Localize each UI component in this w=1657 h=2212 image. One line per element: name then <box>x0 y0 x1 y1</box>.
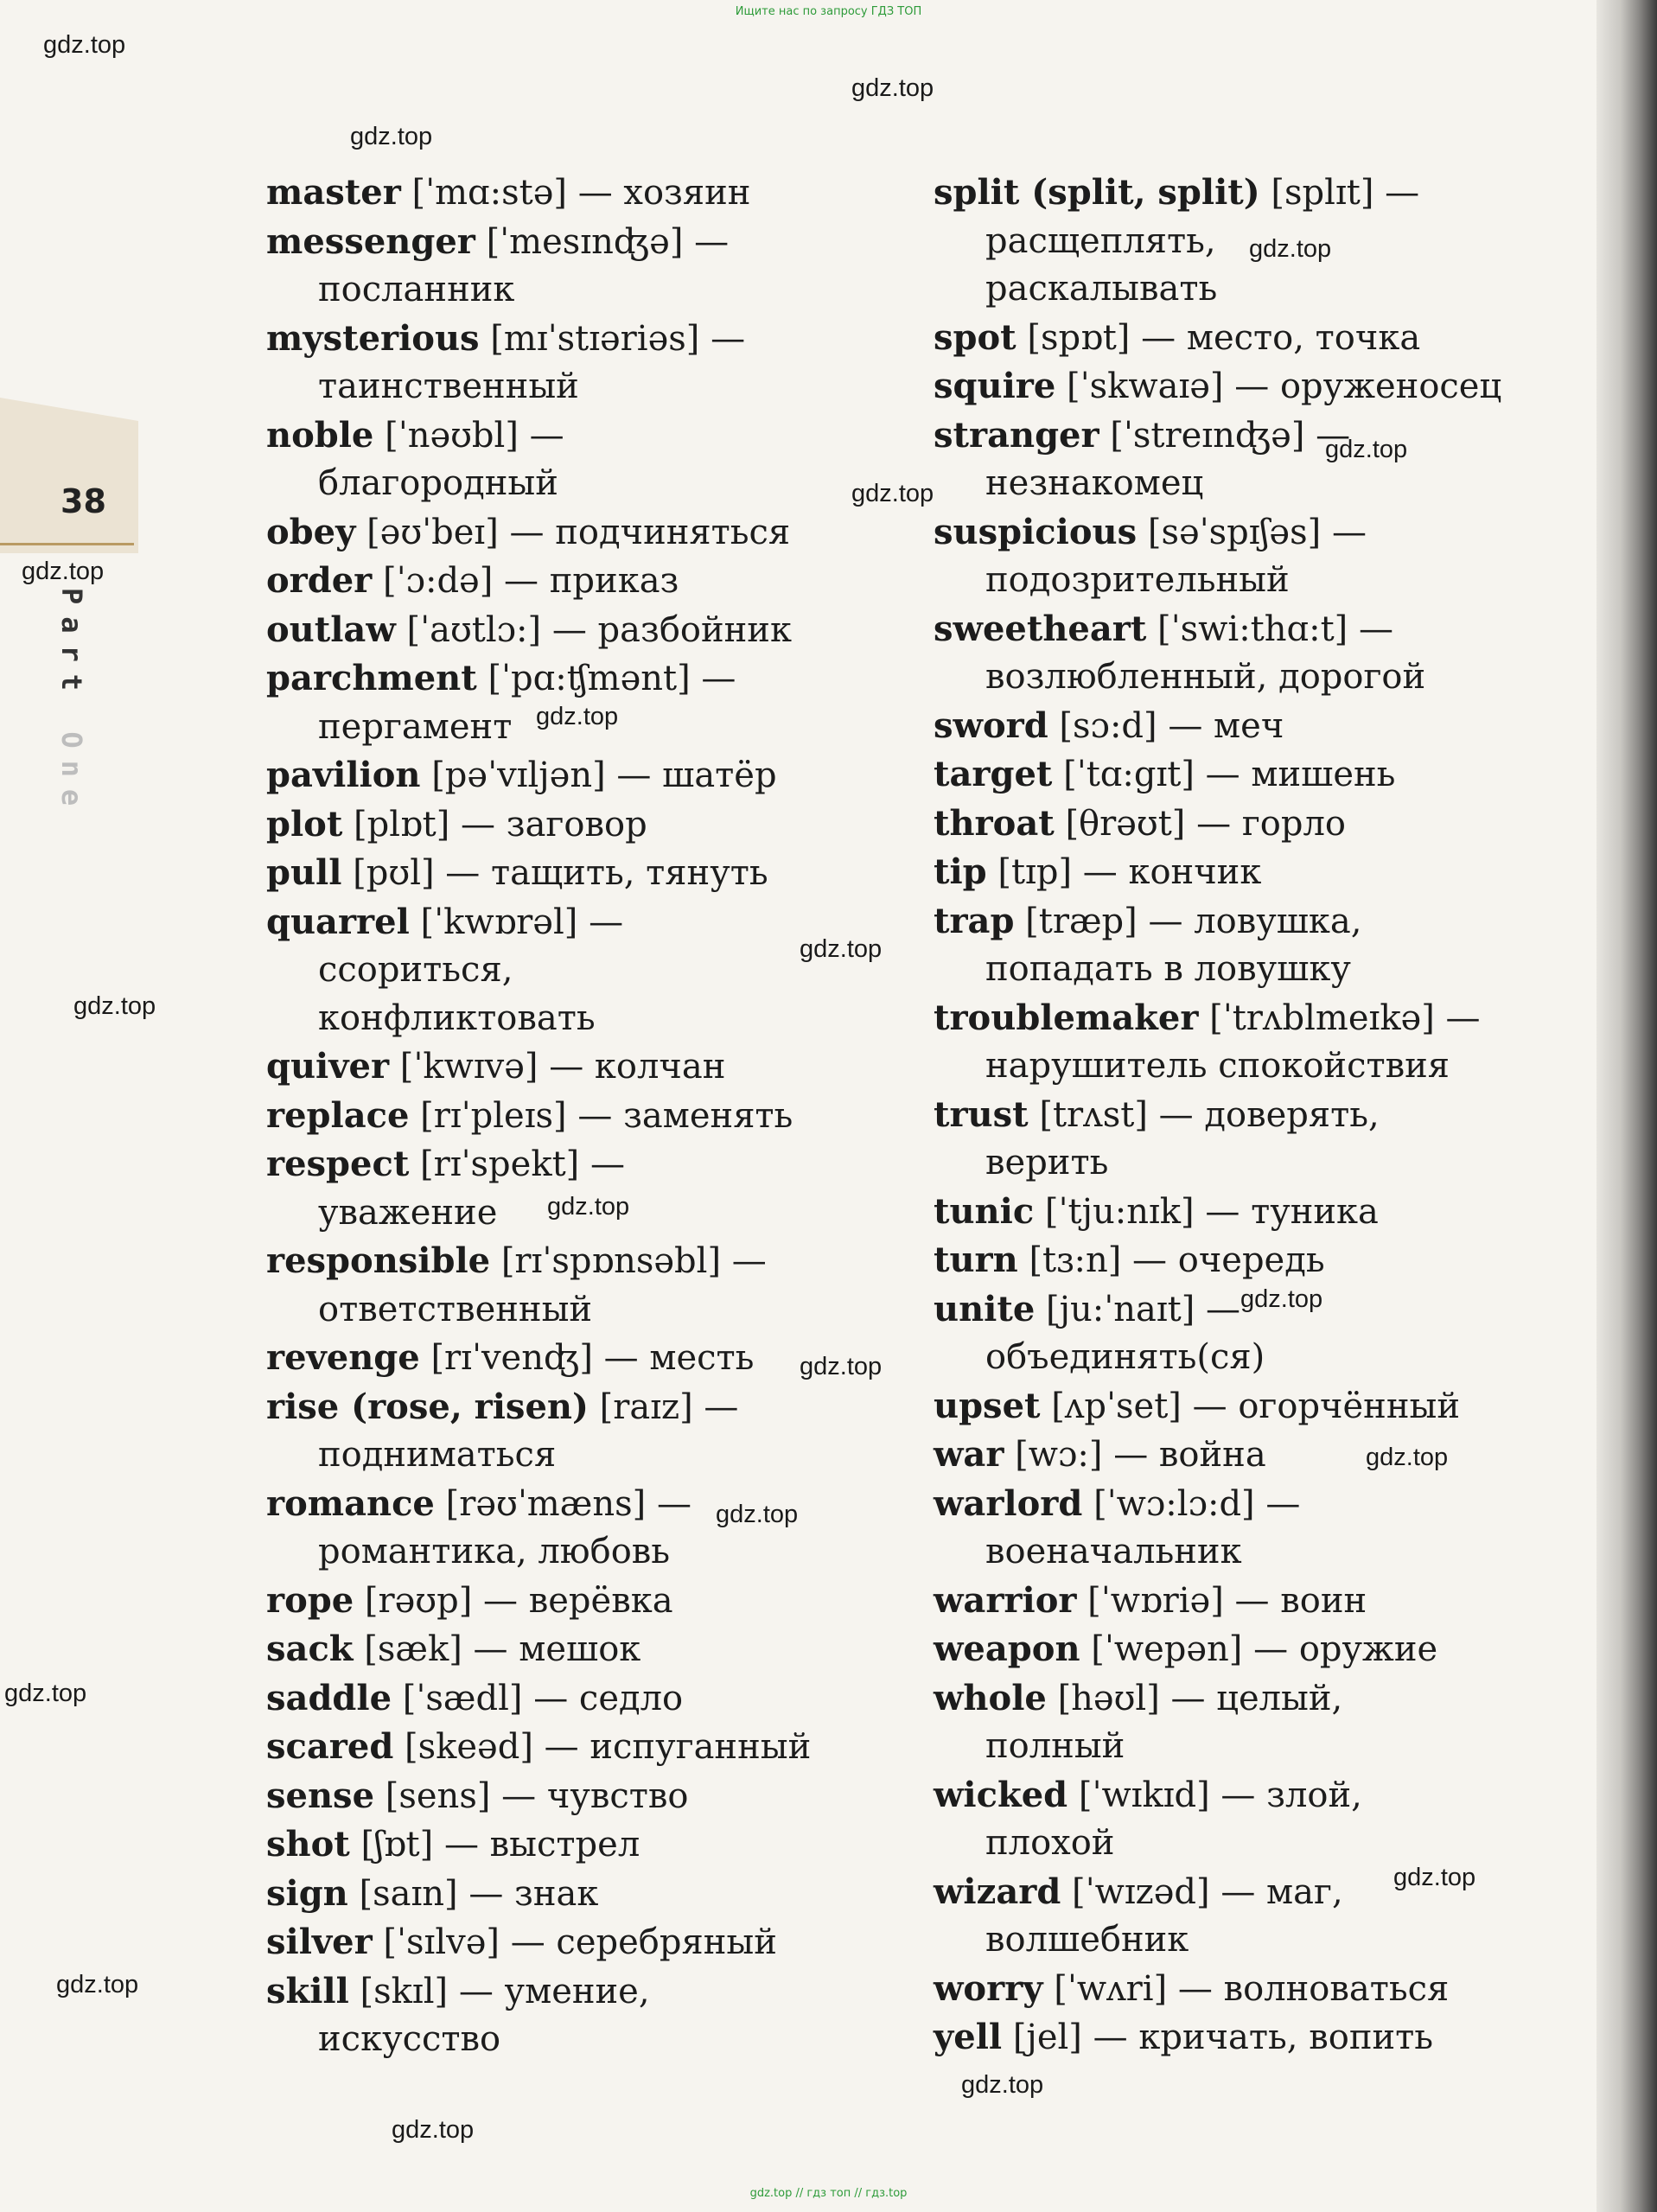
transcription-translation: [pʊl] — тащить, тянуть <box>353 853 768 893</box>
transcription-translation: [əʊˈbeɪ] — подчиняться <box>366 512 791 552</box>
headword: suspicious <box>934 511 1138 552</box>
side-tab <box>0 398 138 553</box>
transcription-translation: [ˈsɪlvə] — серебряный <box>383 1922 777 1962</box>
vocabulary-entry <box>266 1674 923 1724</box>
headword: trap <box>934 900 1015 941</box>
entry-line <box>266 1967 923 2017</box>
headword: outlaw <box>266 609 396 650</box>
transcription-translation: [ˈskwaɪə] — оруженосец <box>1067 367 1502 406</box>
vocabulary-entry <box>266 1967 923 2064</box>
entry-line <box>934 994 1521 1043</box>
entry-line <box>266 800 923 850</box>
vocabulary-entry <box>266 1480 923 1577</box>
headword: revenge <box>266 1337 420 1378</box>
transcription-translation: [saɪn] — знак <box>359 1873 599 1914</box>
entry-line <box>934 750 1521 800</box>
watermark: gdz.top <box>851 480 934 507</box>
translation-continuation: попадать в ловушку <box>985 949 1351 989</box>
entry-line <box>934 1236 1521 1285</box>
vocabulary-entry <box>934 508 1521 605</box>
watermark: gdz.top <box>536 703 619 730</box>
headword: master <box>266 172 401 213</box>
transcription-translation: [ju:ˈnaɪt] — <box>1046 1289 1241 1329</box>
headword: sign <box>266 1872 348 1914</box>
entry-line <box>266 1383 923 1432</box>
vocabulary-entry <box>934 1674 1521 1771</box>
transcription-translation: [tɪp] — кончик <box>997 852 1262 892</box>
vocabulary-entry <box>934 800 1521 849</box>
entry-line <box>934 2013 1521 2062</box>
transcription-translation: [sɔ:d] — меч <box>1059 705 1284 746</box>
entry-line <box>266 1723 923 1772</box>
vocabulary-entry <box>266 1092 923 1141</box>
translation-continuation: таинственный <box>318 367 579 406</box>
transcription-translation: [ˈwepən] — оружие <box>1091 1629 1438 1669</box>
vocabulary-entry <box>934 362 1521 411</box>
part-label-part: Part <box>55 588 88 704</box>
headword: sweetheart <box>934 608 1147 649</box>
vocabulary-entry <box>266 849 923 898</box>
headword: tunic <box>934 1190 1035 1232</box>
transcription-translation: [ˈtɑ:gɪt] — мишень <box>1063 755 1396 794</box>
translation-continuation: верить <box>985 1143 1109 1182</box>
transcription-translation: [rəʊˈmæns] — <box>445 1483 691 1524</box>
transcription-translation: [ˈwʌri] — волноваться <box>1054 1968 1450 2009</box>
vocabulary-entry <box>934 897 1521 994</box>
vocabulary-entry <box>266 169 923 218</box>
headword: target <box>934 754 1053 794</box>
headword: saddle <box>266 1677 392 1718</box>
headword: parchment <box>266 658 477 698</box>
part-label <box>54 588 88 818</box>
vocabulary-entry <box>266 606 923 655</box>
translation-continuation: романтика, любовь <box>318 1532 671 1571</box>
headword: squire <box>934 366 1056 406</box>
entry-line <box>266 1042 923 1092</box>
entry-line <box>934 1771 1521 1820</box>
vocabulary-entry <box>934 994 1521 1091</box>
vocabulary-entry <box>934 1577 1521 1626</box>
entry-line <box>934 1577 1521 1626</box>
entry-line <box>934 1965 1521 2014</box>
transcription-translation: [ˈmesɪnʤə] — <box>486 221 730 262</box>
left-vocabulary-column <box>266 169 923 2064</box>
vocabulary-entry <box>266 1625 923 1674</box>
headword: quarrel <box>266 901 410 942</box>
transcription-translation: [skɪl] — умение, <box>360 1971 650 2011</box>
watermark: gdz.top <box>1249 235 1332 263</box>
watermark: gdz.top <box>392 2116 475 2144</box>
transcription-translation: [ʌpˈset] — огорчённый <box>1051 1386 1460 1426</box>
entry-line <box>266 508 923 558</box>
vocabulary-entry <box>266 1918 923 1967</box>
transcription-translation: [sæk] — мешок <box>364 1629 641 1669</box>
translation-continuation: расщеплять, <box>985 220 1216 261</box>
transcription-translation: [rɪˈvenʤ] — месть <box>430 1338 755 1378</box>
vocabulary-entry <box>266 508 923 558</box>
watermark: gdz.top <box>1240 1285 1323 1313</box>
entry-line <box>266 1772 923 1821</box>
entry-line <box>266 1092 923 1141</box>
headword: warlord <box>934 1482 1083 1524</box>
page-rule <box>0 543 134 545</box>
watermark: gdz.top <box>4 1680 87 1707</box>
headword: shot <box>266 1824 350 1865</box>
headword: respect <box>266 1144 410 1184</box>
headword: noble <box>266 414 374 456</box>
transcription-translation: [wɔ:] — война <box>1015 1435 1266 1475</box>
vocabulary-entry <box>934 1965 1521 2014</box>
transcription-translation: [ˈmɑ:stə] — хозяин <box>411 173 751 213</box>
translation-continuation: волшебник <box>985 1920 1189 1960</box>
entry-line <box>934 1674 1521 1724</box>
headword: romance <box>266 1482 435 1524</box>
entry-line <box>934 702 1521 751</box>
transcription-translation: [ˈswi:thɑ:t] — <box>1157 609 1393 649</box>
entry-line <box>934 800 1521 849</box>
headword: mysterious <box>266 317 480 359</box>
entry-line <box>934 508 1521 558</box>
vocabulary-entry <box>266 995 923 1043</box>
transcription-translation: [rɪˈpleɪs] — заменять <box>420 1095 793 1136</box>
page-number: 38 <box>61 482 106 520</box>
translation-continuation: подозрительный <box>985 560 1290 600</box>
entry-line <box>934 411 1521 461</box>
entry-line <box>266 1918 923 1967</box>
vocabulary-entry <box>266 411 923 508</box>
headword: whole <box>934 1677 1047 1718</box>
entry-line <box>266 1625 923 1674</box>
transcription-translation: [plɒt] — заговор <box>354 804 647 845</box>
transcription-translation: [ˈstreɪnʤə] — <box>1110 415 1351 456</box>
vocabulary-entry <box>934 1091 1521 1188</box>
headword: spot <box>934 316 1017 358</box>
entry-line <box>934 605 1521 654</box>
transcription-translation: [sens] — чувство <box>385 1775 689 1816</box>
translation-continuation: посланник <box>318 270 515 309</box>
headword: obey <box>266 511 356 552</box>
headword: upset <box>934 1385 1041 1426</box>
vocabulary-entry <box>934 702 1521 751</box>
translation-continuation: подниматься <box>318 1435 557 1475</box>
translation-continuation: плохой <box>985 1823 1115 1863</box>
entry-line <box>266 654 923 704</box>
transcription-translation: [θrəʊt] — горло <box>1065 803 1346 844</box>
headword: silver <box>266 1922 373 1962</box>
entry-line <box>266 1674 923 1724</box>
vocabulary-entry <box>266 1042 923 1092</box>
translation-continuation: конфликтовать <box>318 998 596 1038</box>
entry-line <box>934 897 1521 947</box>
watermark: gdz.top <box>56 1971 139 1998</box>
headword: rope <box>266 1579 354 1621</box>
entry-line <box>934 1285 1521 1335</box>
headword: throat <box>934 802 1055 844</box>
headword: trust <box>934 1093 1029 1135</box>
transcription-translation: [mɪˈstɪəriəs] — <box>490 318 746 359</box>
entry-line <box>266 849 923 898</box>
translation-continuation: пергамент <box>318 706 513 747</box>
entry-line <box>934 1188 1521 1237</box>
translation-continuation: полный <box>985 1726 1125 1766</box>
transcription-translation: [ˈtju:nɪk] — туника <box>1044 1191 1379 1232</box>
entry-line <box>266 606 923 655</box>
entry-line <box>934 848 1521 897</box>
entry-line <box>266 1237 923 1286</box>
entry-line <box>266 218 923 267</box>
vocabulary-entry <box>934 169 1521 265</box>
watermark: gdz.top <box>73 992 156 1020</box>
vocabulary-entry <box>934 1382 1521 1431</box>
transcription-translation: [rɪˈspekt] — <box>420 1144 625 1184</box>
entry-line <box>934 1091 1521 1140</box>
transcription-translation: [ˈwɔ:lɔ:d] — <box>1093 1483 1301 1524</box>
entry-line <box>266 169 923 218</box>
transcription-translation: [trʌst] — доверять, <box>1039 1094 1380 1135</box>
watermark: gdz.top <box>1325 436 1408 463</box>
entry-line <box>934 314 1521 363</box>
entry-line <box>266 1140 923 1189</box>
transcription-translation: [ˈnəʊbl] — <box>385 415 564 456</box>
transcription-translation: [ʃɒt] — выстрел <box>360 1825 640 1865</box>
headword: tip <box>934 851 987 892</box>
watermark: gdz.top <box>800 1353 883 1380</box>
vocabulary-entry <box>934 1625 1521 1674</box>
vocabulary-entry <box>266 315 923 411</box>
translation-continuation: ответственный <box>318 1289 593 1329</box>
vocabulary-entry <box>266 218 923 315</box>
entry-line <box>266 1480 923 1529</box>
translation-continuation: объединять(ся) <box>985 1337 1265 1377</box>
page-binding-shadow <box>1596 0 1657 2212</box>
translation-continuation: ссориться, <box>318 950 513 990</box>
headword: split (split, split) <box>934 172 1260 213</box>
headword: weapon <box>934 1629 1080 1669</box>
entry-line <box>266 315 923 364</box>
transcription-translation: [tɜ:n] — очередь <box>1029 1240 1325 1280</box>
vocabulary-entry <box>266 1383 923 1480</box>
headword: sword <box>934 704 1048 746</box>
translation-continuation: благородный <box>318 463 558 503</box>
vocabulary-entry <box>934 411 1521 508</box>
transcription-translation: [rəʊp] — верёвка <box>364 1580 673 1621</box>
vocabulary-entry <box>266 1772 923 1821</box>
headword: pull <box>266 852 342 893</box>
watermark: gdz.top <box>350 123 433 150</box>
vocabulary-entry <box>934 1188 1521 1237</box>
transcription-translation: [səˈspɪʃəs] — <box>1147 512 1367 552</box>
headword: stranger <box>934 414 1099 456</box>
vocabulary-entry <box>934 1285 1521 1382</box>
vocabulary-entry <box>934 848 1521 897</box>
headword: wizard <box>934 1871 1061 1912</box>
transcription-translation: [ˈtrʌblmeɪkə] — <box>1209 998 1481 1038</box>
right-vocabulary-column <box>934 169 1521 2062</box>
vocabulary-entry <box>934 605 1521 702</box>
entry-line <box>266 411 923 461</box>
transcription-translation: [jel] — кричать, вопить <box>1012 2018 1434 2057</box>
headword: order <box>266 560 373 601</box>
transcription-translation: [pəˈvɪljən] — шатёр <box>431 755 777 795</box>
vocabulary-entry <box>266 557 923 606</box>
transcription-translation: [rɪˈspɒnsəbl] — <box>500 1241 767 1281</box>
watermark: gdz.top <box>961 2071 1044 2099</box>
transcription-translation: [skeəd] — испуганный <box>405 1727 812 1767</box>
transcription-translation: [ˈsædl] — седло <box>402 1678 684 1718</box>
transcription-translation: [ˈɔ:də] — приказ <box>382 561 679 601</box>
watermark: gdz.top <box>547 1193 630 1221</box>
headword: unite <box>934 1288 1036 1329</box>
watermark: gdz.top <box>1393 1864 1476 1891</box>
headword: sack <box>266 1629 354 1669</box>
vocabulary-entry <box>934 1771 1521 1868</box>
vocabulary-entry <box>266 1577 923 1626</box>
vocabulary-entry <box>266 1870 923 1919</box>
vocabulary-entry <box>934 1236 1521 1285</box>
headword: replace <box>266 1094 410 1136</box>
entry-line <box>266 557 923 606</box>
headword: turn <box>934 1240 1018 1280</box>
headword: rise (rose, risen) <box>266 1386 589 1427</box>
headword: worry <box>934 1967 1043 2009</box>
headword: messenger <box>266 220 475 262</box>
entry-line <box>266 1577 923 1626</box>
translation-continuation: искусство <box>318 2019 501 2059</box>
vocabulary-entry <box>934 2013 1521 2062</box>
entry-line <box>934 169 1521 218</box>
vocabulary-entry <box>266 1723 923 1772</box>
headword: quiver <box>266 1046 390 1087</box>
headword: wicked <box>934 1774 1068 1815</box>
translation-continuation: раскалывать <box>985 269 1218 309</box>
translation-continuation: незнакомец <box>985 463 1204 503</box>
vocabulary-entry <box>266 751 923 800</box>
headword: scared <box>266 1726 394 1767</box>
top-banner: Ищите нас по запросу ГДЗ ТОП <box>735 5 922 18</box>
watermark: gdz.top <box>22 558 105 585</box>
transcription-translation: [raɪz] — <box>599 1386 739 1427</box>
transcription-translation: [ˈkwɒrəl] — <box>420 902 624 942</box>
headword: sense <box>266 1775 375 1816</box>
watermark: gdz.top <box>851 74 934 102</box>
vocabulary-entry <box>266 1237 923 1334</box>
part-label-one: One <box>55 731 88 819</box>
translation-continuation: возлюбленный, дорогой <box>985 657 1426 697</box>
transcription-translation: [ˈwɒriə] — воин <box>1087 1580 1367 1621</box>
headword: war <box>934 1434 1004 1475</box>
watermark: gdz.top <box>1366 1444 1449 1471</box>
vocabulary-entry <box>934 750 1521 800</box>
headword: yell <box>934 2017 1003 2057</box>
transcription-translation: [ˈaʊtlɔ:] — разбойник <box>406 609 792 650</box>
transcription-translation: [ˈwɪzəd] — маг, <box>1072 1871 1343 1912</box>
transcription-translation: [splɪt] — <box>1271 173 1420 213</box>
entry-line <box>934 1480 1521 1529</box>
vocabulary-entry <box>266 1820 923 1870</box>
watermark: gdz.top <box>716 1501 799 1528</box>
headword: responsible <box>266 1240 491 1281</box>
transcription-translation: [ˈpɑ:ʧmənt] — <box>488 659 736 698</box>
translation-continuation: военачальник <box>985 1532 1242 1571</box>
transcription-translation: [ˈwɪkɪd] — злой, <box>1078 1775 1362 1815</box>
entry-line <box>934 362 1521 411</box>
translation-continuation: нарушитель спокойствия <box>985 1046 1450 1086</box>
vocabulary-entry <box>266 1140 923 1237</box>
vocabulary-entry <box>934 314 1521 363</box>
headword: skill <box>266 1970 349 2011</box>
translation-continuation: уважение <box>318 1192 498 1233</box>
headword: pavilion <box>266 755 421 795</box>
headword: troublemaker <box>934 997 1199 1038</box>
entry-line <box>266 751 923 800</box>
headword: warrior <box>934 1579 1077 1621</box>
transcription-translation: [həʊl] — целый, <box>1057 1678 1343 1718</box>
transcription-translation: [spɒt] — место, точка <box>1027 317 1421 358</box>
vocabulary-entry <box>934 265 1521 314</box>
entry-line <box>266 1820 923 1870</box>
bottom-banner: gdz.top // гдз топ // гдз.top <box>749 2187 908 2200</box>
watermark: gdz.top <box>800 935 883 963</box>
entry-line <box>934 1625 1521 1674</box>
watermark: gdz.top <box>43 31 126 59</box>
entry-line <box>934 1382 1521 1431</box>
vocabulary-entry <box>266 800 923 850</box>
transcription-translation: [ˈkwɪvə] — колчан <box>399 1047 726 1087</box>
transcription-translation: [træp] — ловушка, <box>1025 901 1362 941</box>
entry-line <box>266 1870 923 1919</box>
vocabulary-entry <box>934 1480 1521 1577</box>
headword: plot <box>266 803 343 845</box>
